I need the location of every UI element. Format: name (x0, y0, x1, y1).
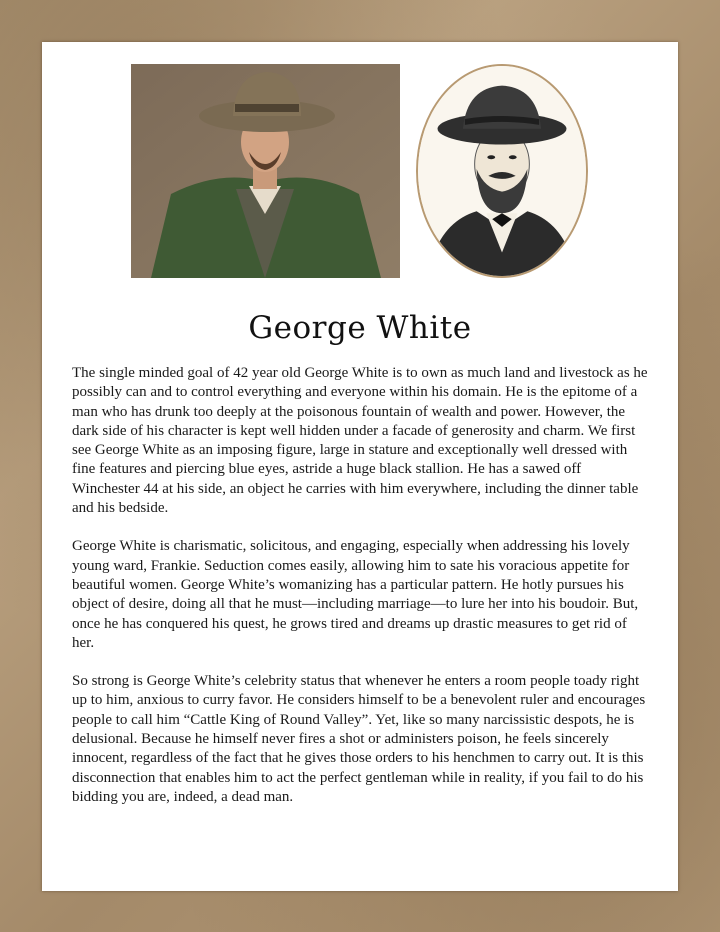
paragraph: So strong is George White’s celebrity status that whenever he enters a room people toady right up to him, anxious to curry favor. He considers himself to be a benevolent ruler and encourages people to call him “Cattle King of Round Valley”. Yet, like so many narcissistic despots, he is delusional. Because he himself never fires a shot or administers poison, he feels sincerely innocent, regardless of the fact that he gives those orders to his henchmen to carry out. It is this disconnection that enables him to act the perfect gentleman while in reality, if you fail to do his bidding you are, indeed, a dead man. (72, 673, 646, 805)
body-text (72, 364, 652, 826)
paragraph: George White is charismatic, solicitous, and engaging, especially when addressing his lovely young ward, Frankie. Seduction comes easily, allowing him to sate his voracious appetite for beautiful women. George White’s womanizing has a particular pattern. He hotly pursues his object of desire, doing all that he must—including marriage—to lure her into his boudoir. But, once he has conquered his quest, he grows tired and dreams up drastic measures to get rid of her. (72, 538, 639, 651)
george-white-photo (131, 64, 400, 278)
document-page (42, 42, 678, 891)
paragraph: The single minded goal of 42 year old George White is to own as much land and livestock as he possibly can and to control everything and everyone within his domain. He is the epitome of a man who has drunk too deeply at the poisonous fountain of wealth and power. However, the dark side of his character is kept well hidden under a facade of generosity and charm. We first see George White as an imposing figure, large in stature and exceptionally well dressed with fine features and piercing blue eyes, astride a huge black stallion. He has a sawed off Winchester 44 at his side, an object he carries with him everywhere, including the dinner table and his bedside. (72, 365, 648, 517)
george-white-sketch (416, 64, 588, 278)
page-title: George White (248, 310, 472, 346)
